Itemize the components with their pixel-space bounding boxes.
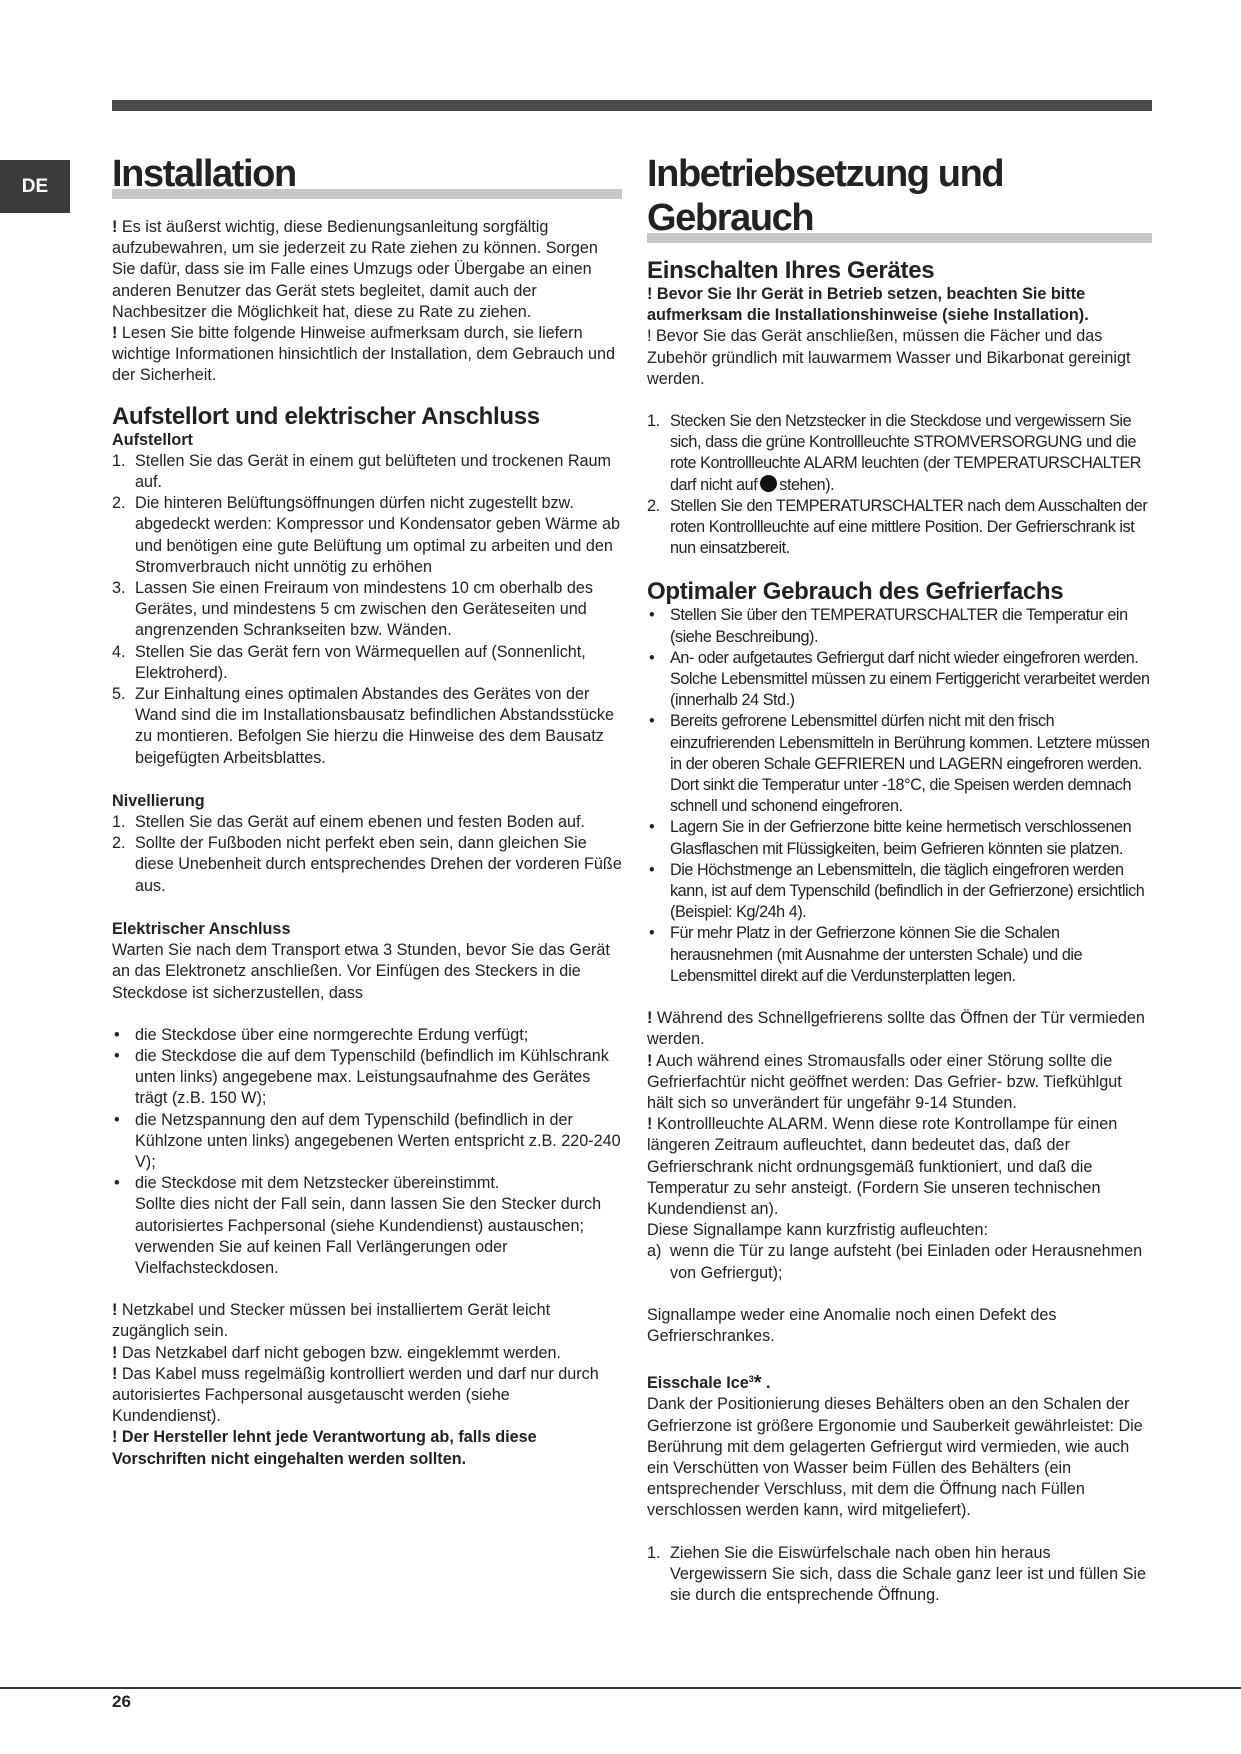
list-item: 5. Zur Einhaltung eines optimalen Abstandes des Gerätes von der Wand sind die im Installationsbausatz befindlichen Abstandsstücke zu montieren. Befolgen Sie hierzu die Hinweise des dem Bausatz beigefügten Arbeitsblattes. — [112, 685, 615, 767]
eisschale-steps — [647, 1543, 1152, 1607]
warning-2: ! Das Netzkabel darf nicht gebogen bzw. eingeklemmt werden. — [112, 1343, 561, 1362]
list-item: • Die Höchstmenge an Lebensmitteln, die täglich eingefroren werden kann, ist auf dem Typenschild (befindlich in der Gefrierzone) ersichtlich (Beispiel: Kg/24h 4). — [647, 860, 1152, 924]
installation-title: Installation — [112, 153, 296, 195]
note-1: ! Während des Schnellgefrierens sollte das Öffnen der Tür vermieden werden. — [647, 1009, 1145, 1049]
list-item: • Für mehr Platz in der Gefrierzone können Sie die Schalen herausnehmen (mit Ausnahme der untersten Schale) und die Lebensmittel direkt auf die Verdunsterplatten legen. — [647, 923, 1152, 987]
list-item: 1. Ziehen Sie die Eiswürfelschale nach oben hin heraus Vergewissern Sie sich, dass die Schale ganz leer ist und füllen Sie sie durch die entsprechende Öffnung. — [647, 1543, 1146, 1604]
list-item: 4. Stellen Sie das Gerät fern von Wärmequellen auf (Sonnenlicht, Elektroherd). — [112, 642, 586, 682]
filled-circle-icon — [760, 475, 777, 492]
elektrisch-bullets — [112, 1025, 622, 1195]
signal-list — [647, 1241, 1152, 1283]
list-item: 1. Stecken Sie den Netzstecker in die Steckdose und vergewissern Sie sich, dass die grüne Kontrollleuchte STROMVERSORGUNG und die rote Kontrollleuchte ALARM leuchten (der TEMPERATURSCHALTER darf nicht auf stehen). — [647, 412, 1141, 494]
intro-paragraph-2: ! Lesen Sie bitte folgende Hinweise aufmerksam durch, sie liefern wichtige Informationen hinsichtlich der Installation, dem Gebrauch und der Sicherheit. — [112, 324, 615, 385]
intro-paragraph-1: ! Es ist äußerst wichtig, diese Bedienungsanleitung sorgfältig aufzubewahren, um sie jederzeit zu Rate ziehen zu können. Sorgen Sie dafür, dass sie im Falle eines Umzugs oder Übergabe an einen anderen Benutzer das Gerät stets begleitet, damit auch der Nachbesitzer die Möglichkeit hat, diese zu Rate zu ziehen. — [112, 218, 598, 321]
inbetriebsetzung-title-line-2: Gebrauch — [647, 197, 814, 239]
list-item: • Stellen Sie über den TEMPERATURSCHALTER die Temperatur ein (siehe Beschreibung). — [647, 605, 1152, 647]
note-2: ! Auch während eines Stromausfalls oder einer Störung sollte die Gefrierfachtür nicht geöffnet werden: Das Gefrier- bzw. Tiefkühlgut hält sich so unverändert für ungefähr 9-14 Stunden. — [647, 1051, 1122, 1112]
optimal-bullets — [647, 605, 1152, 987]
list-item: • Lagern Sie in der Gefrierzone bitte keine hermetisch verschlossenen Glasflaschen mit Flüssigkeiten, beim Gefrieren könnten sie platzen. — [647, 817, 1152, 859]
nivellierung-list — [112, 812, 622, 897]
list-item: • die Steckdose über eine normgerechte Erdung verfügt; — [112, 1025, 622, 1046]
list-item: 3. Lassen Sie einen Freiraum von mindestens 10 cm oberhalb des Gerätes, und mindestens 5 cm zwischen den Geräteseiten und angrenzenden Schrankseiten bzw. Wänden. — [112, 579, 594, 640]
heading-eisschale: Eisschale Ice$^3$* . — [647, 1372, 771, 1395]
list-item: 2. Sollte der Fußboden nicht perfekt eben sein, dann gleichen Sie diese Unebenheit durch entsprechendes Drehen der vorderen Füße aus. — [112, 834, 622, 895]
note-3: ! Kontrollleuchte ALARM. Wenn diese rote Kontrollampe für einen längeren Zeitraum aufleuchtet, dann bedeutet das, daß der Gefrierschrank nicht ordnungsgemäß funktioniert, und daß die Temperatur zu sehr ansteigt. (Fordern Sie unseren technischen Kundendienst an). — [647, 1115, 1118, 1218]
left-column — [112, 152, 622, 1470]
list-item: • die Netzspannung den auf dem Typenschild (befindlich in der Kühlzone unten links) angegebenen Werten entspricht z.B. 220-240 V); — [112, 1110, 622, 1174]
final-warning: ! Der Hersteller lehnt jede Verantwortung ab, falls diese Vorschriften nicht eingehalten werden sollten. — [112, 1428, 537, 1468]
eisschale-text: Dank der Positionierung dieses Behälters oben an den Schalen der Gefrierzone ist größere Ergonomie und Sauberkeit gewährleistet: Die Berührung mit dem gelagerten Gefriergut wird vermieden, wie auch ein Verschütten von Wasser beim Füllen des Behälters (ein entsprechender Verschluss, mit dem die Öffnung nach Füllen verschlossen werden kann, wird mitgeliefert). — [647, 1395, 1143, 1520]
heading-optimaler-gebrauch: Optimaler Gebrauch des Gefrierfachs — [647, 578, 1064, 606]
list-item: 2. Die hinteren Belüftungsöffnungen dürfen nicht zugestellt bzw. abgedeckt werden: Kompressor und Kondensator geben Wärme ab und benötigen eine gute Belüftung um optimal zu arbeiten und den Stromverbrauch nicht unnötig zu erhöhen — [112, 494, 621, 576]
list-item: • die Steckdose mit dem Netzstecker übereinstimmt. — [112, 1173, 622, 1194]
warning-1: ! Netzkabel und Stecker müssen bei installiertem Gerät leicht zugänglich sein. — [112, 1301, 551, 1341]
elektrisch-followup: Sollte dies nicht der Fall sein, dann lassen Sie den Stecker durch autorisiertes Fachpersonal (siehe Kundendienst) austauschen; verwenden Sie auf keinen Fall Verlängerungen oder Vielfachsteckdosen. — [135, 1195, 602, 1277]
aufstellort-list — [112, 451, 622, 769]
list-item: • An- oder aufgetautes Gefriergut darf nicht wieder eingefroren werden. Solche Lebensmittel müssen zu einem Fertiggericht verarbeitet werden (innerhalb 24 Std.) — [647, 648, 1152, 712]
einschalten-bold-note: ! Bevor Sie Ihr Gerät in Betrieb setzen, beachten Sie bitte aufmerksam die Installationshinweise (siehe Installation). — [647, 285, 1089, 325]
language-tab: DE — [0, 160, 70, 213]
list-item: 1. Stellen Sie das Gerät in einem gut belüfteten und trockenen Raum auf. — [112, 451, 612, 492]
list-item: 1. Stellen Sie das Gerät auf einem ebenen und festen Boden auf. — [112, 813, 585, 832]
inbetriebsetzung-title-line-1: Inbetriebsetzung und — [647, 153, 1004, 195]
einschalten-steps — [647, 411, 1152, 559]
heading-elektrischer-anschluss: Elektrischer Anschluss — [112, 919, 291, 938]
list-item: 2. Stellen Sie den TEMPERATURSCHALTER nach dem Ausschalten der roten Kontrollleuchte auf eine mittlere Position. Der Gefrierschrank ist nun einsatzbereit. — [647, 496, 1148, 558]
heading-aufstellort: Aufstellort — [112, 430, 193, 449]
signal-outro: Signallampe weder eine Anomalie noch einen Defekt des Gefrierschrankes. — [647, 1305, 1057, 1345]
heading-einschalten: Einschalten Ihres Gerätes — [647, 257, 935, 284]
list-item: • Bereits gefrorene Lebensmittel dürfen nicht mit den frisch einzufrierenden Lebensmitteln in Berührung kommen. Letztere müssen in der oberen Schale GEFRIEREN und LAGERN eingefroren werden. Dort sinkt die Temperatur unter -18°C, die Speisen werden demnach schnell und schonend eingefroren. — [647, 711, 1152, 817]
page-number: 26 — [112, 1692, 131, 1711]
list-item: • die Steckdose die auf dem Typenschild (befindlich im Kühlschrank unten links) angegebene max. Leistungsaufnahme des Gerätes trägt (z.B. 150 W); — [112, 1046, 622, 1110]
elektrisch-intro: Warten Sie nach dem Transport etwa 3 Stunden, bevor Sie das Gerät an das Elektronetz anschließen. Vor Einfügen des Steckers in die Steckdose ist sicherzustellen, dass — [112, 941, 610, 1002]
einschalten-note: ! Bevor Sie das Gerät anschließen, müssen die Fächer und das Zubehör gründlich mit lauwarmem Wasser und Bikarbonat gereinigt werden. — [647, 327, 1131, 388]
heading-nivellierung: Nivellierung — [112, 791, 205, 810]
right-column — [647, 152, 1152, 1606]
section-title-aufstellort: Aufstellort und elektrischer Anschluss — [112, 402, 540, 430]
warning-3: ! Das Kabel muss regelmäßig kontrolliert werden und darf nur durch autorisiertes Fachpersonal ausgetauscht werden (siehe Kundendienst). — [112, 1364, 599, 1426]
list-item: a) wenn die Tür zu lange aufsteht (bei Einladen oder Herausnehmen von Gefriergut); — [647, 1242, 1143, 1282]
signal-intro: Diese Signallampe kann kurzfristig aufleuchten: — [647, 1221, 989, 1240]
bottom-rule — [0, 1687, 1241, 1689]
top-rule — [112, 100, 1152, 111]
